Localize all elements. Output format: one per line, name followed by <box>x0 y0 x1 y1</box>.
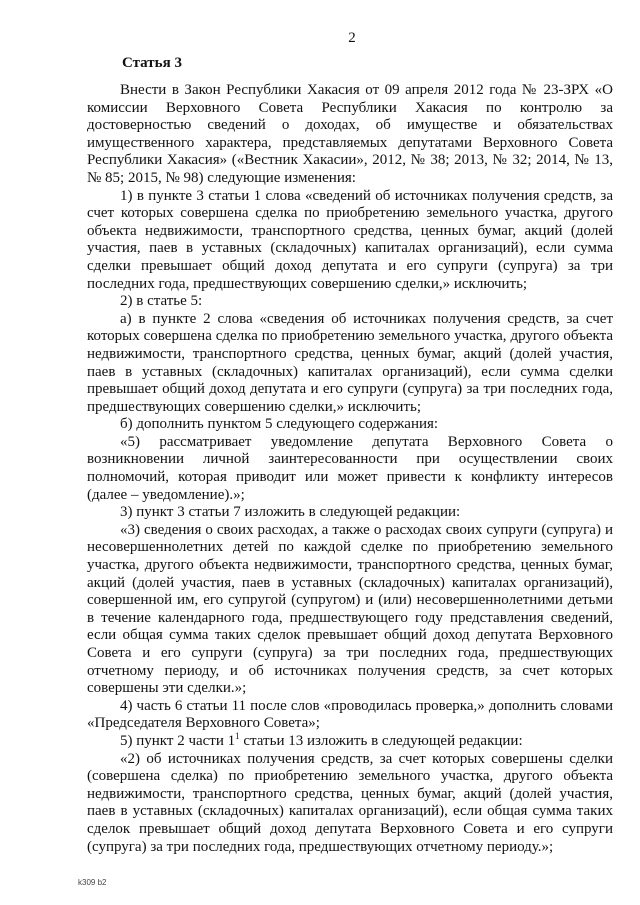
article-body <box>87 82 613 856</box>
item5-after: статьи 13 изложить в следующей редакции: <box>239 732 523 749</box>
article-heading: Статья 3 <box>122 55 182 71</box>
paragraph-item-2a: а) в пункте 2 слова «сведения об источниках получения средств, за счет которых совершена сделка по приобретению земельного участка, другого объекта недвижимости, транспортного средства, ценных бумаг, акций (долей участия, паев в уставных (складочных) капиталах организаций), если сумма сделки превышает общий доход депутата и его супруги (супруга) за три последних года, предшествующих совершению сделки,» исключить; <box>87 310 613 415</box>
paragraph-item-5 <box>87 730 613 751</box>
paragraph-item-3-text: «3) сведения о своих расходах, а также о расходах своих супруги (супруга) и несовершеннолетних детей по каждой сделке по приобретению земельного участка, другого объекта недвижимости, транспортного средства, ценных бумаг, акций (долей участия, паев в уставных (складочных) капиталах организаций), совершенной им, его супругой (супругом) и (или) несовершеннолетними детьми в течение календарного года, предшествующего году представления сведений, если общая сумма таких сделок превышает общий доход депутата Верховного Совета и его супруги (супруга) за три последних года, предшествующих отчетному периоду, и об источниках получения средств, за счет которых совершены эти сделки.»; <box>87 521 613 697</box>
paragraph-item-1: 1) в пункте 3 статьи 1 слова «сведений об источниках получения средств, за счет которых совершена сделка по приобретению земельного участка, другого объекта недвижимости, транспортного средства, ценных бумаг, акций (долей участия, паев в уставных (складочных) капиталах организаций), если сумма сделки превышает общий доход депутата и его супруги (супруга) за три последних года, предшествующих совершению сделки,» исключить; <box>87 187 613 292</box>
paragraph-item-2: 2) в статье 5: <box>120 293 203 310</box>
paragraph-item-5-text: «2) об источниках получения средств, за счет которых совершены сделки (совершена сделка) по приобретению земельного участка, другого объекта недвижимости, транспортного средства, ценных бумаг, акций (долей участия, паев в уставных (складочных) капиталах организаций), если общая сумма таких сделок превышает общий доход депутата Верховного Совета и его супруги (супруга) за три последних года, предшествующих отчетному периоду.»; <box>87 750 613 855</box>
item5-superscript: 1 <box>235 730 240 741</box>
paragraph-item-2b: б) дополнить пунктом 5 следующего содержания: <box>120 416 439 433</box>
paragraph-intro: Внести в Закон Республики Хакасия от 09 апреля 2012 года № 23-ЗРХ «О комиссии Верховного Совета Республики Хакасия по контролю за достоверностью сведений о доходах, об имуществе и обязательствах имущественного характера, представляемых депутатами Верховного Совета Республики Хакасия» («Вестник Хакасии», 2012, № 38; 2013, № 32; 2014, № 13, № 85; 2015, № 98) следующие изменения: <box>87 82 613 186</box>
paragraph-item-4: 4) часть 6 статьи 11 после слов «проводилась проверка,» дополнить словами «Председателя Верховного Совета»; <box>87 697 613 732</box>
paragraph-item-3: 3) пункт 3 статьи 7 изложить в следующей редакции: <box>120 504 461 521</box>
item5-before: 5) пункт 2 части 1 <box>120 732 236 749</box>
paragraph-item-2b-text: «5) рассматривает уведомление депутата Верховного Совета о возникновении личной заинтересованности при осуществлении своих полномочий, которая приводит или может привести к конфликту интересов (далее – уведомление).»; <box>87 433 613 503</box>
footer-code: k309 b2 <box>78 878 107 887</box>
page-number: 2 <box>348 30 356 46</box>
